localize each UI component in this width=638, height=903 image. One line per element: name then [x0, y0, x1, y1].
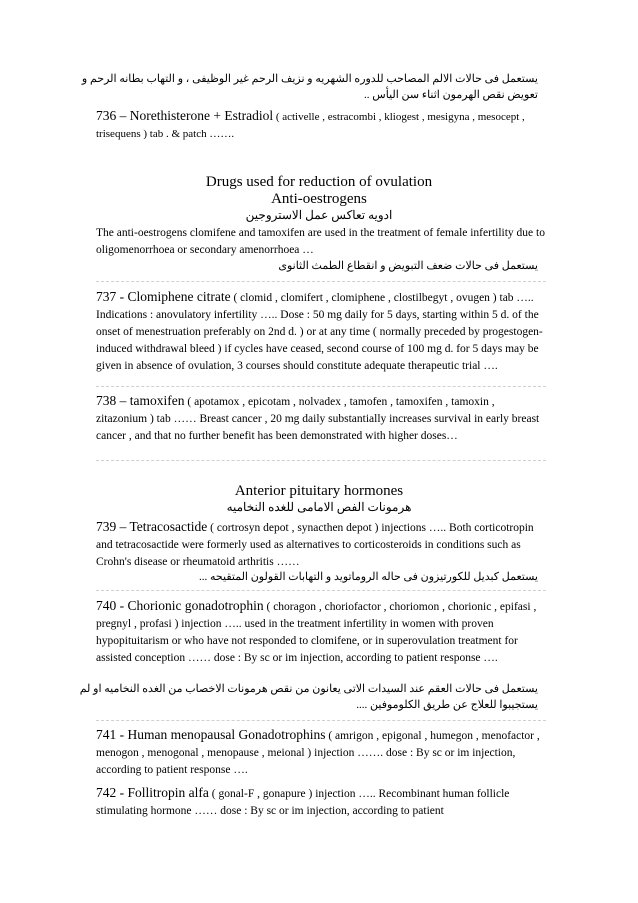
drug-740-arabic-line1: يستعمل فى حالات العقم عند السيدات الاتى يعانون من نقص هرمونات الاخصاب من الغده النخاميه او لم [79, 683, 538, 695]
divider [96, 720, 546, 721]
drug-body: ( clomid , clomifert , clomiphene , clostilbegyt , ovugen ) tab ….. Indications : anovulatory infertility ….. Dose : 50 mg daily for 5 days, starting within 5 d. of the onset of menestruation preferably on 2nd d. ) or at any time ( normally preceded by progestogen-induced withdrawal bleed ) if cycles have ceased, second course of 100 mg d. for 5 days may be given in absence of ovulation, 3 courses should constitute adequate therapeutic trial …. [96, 292, 543, 372]
drug-heading: 740 - Chorionic gonadotrophin [96, 598, 264, 613]
drug-739-arabic: يستعمل كبديل للكورتيزون فى حاله الروماتويد و التهابات القولون المتقيحه ... [199, 571, 538, 583]
drug-body: ( activelle , estracombi , kliogest , mesigyna , mesocept , trisequens ) tab . & patch ……. [96, 111, 525, 140]
section-arabic-intro: يستعمل فى حالات ضعف التبويض و انقطاع الطمث الثانوى [278, 260, 538, 272]
drug-heading: 739 – Tetracosactide [96, 519, 208, 534]
divider [96, 281, 546, 282]
drug-entry-736 [96, 107, 546, 143]
drug-entry-738 [96, 392, 546, 445]
drug-entry-737 [96, 288, 546, 375]
divider [96, 460, 546, 461]
drug-740-arabic-line2: يستجيبوا للعلاج عن طريق الكلوموفين .... [356, 699, 538, 711]
drug-heading: 742 - Follitropin alfa [96, 785, 209, 800]
section-title-ovulation: Drugs used for reduction of ovulation [205, 174, 433, 190]
drug-body: ( amrigon , epigonal , humegon , menofactor , menogon , menogonal , menopause , meional ) injection ……. dose : By sc or im injection, according to patient response …. [96, 730, 540, 776]
drug-entry-742 [96, 784, 546, 820]
drug-heading: 738 – tamoxifen [96, 393, 185, 408]
section-subtitle-anti-oestrogens: Anti-oestrogens [271, 191, 367, 207]
drug-body: ( apotamox , epicotam , nolvadex , tamofen , tamoxifen , tamoxin , zitazonium ) tab …… Breast cancer , 20 mg daily substantially increases survival in early breast cancer , and that no further benefit has been demonstrated with higher doses… [96, 396, 540, 442]
drug-body: ( gonal-F , gonapure ) injection ….. Recombinant human follicle stimulating hormone …… dose : By sc or im injection, according to patient [96, 788, 510, 817]
section-intro: The anti-oestrogens clomifene and tamoxifen are used in the treatment of female infertility due to oligomenorrhoea or secondary amenorrhoea … [96, 227, 545, 256]
arabic-intro-line2: تعويض نقص الهرمون اثناء سن اليأس .. [364, 89, 538, 101]
drug-entry-741 [96, 726, 546, 779]
drug-entry-740 [96, 597, 546, 667]
drug-body: ( cortrosyn depot , synacthen depot ) injections ….. Both corticotropin and tetracosactide were formerly used as alternatives to corticosteroids in conditions such as Crohn's disease or rheumatoid arthritis …… [96, 522, 534, 568]
section-arabic-title-pituitary: هرمونات الفص الامامى للغده النخاميه [226, 500, 412, 514]
drug-entry-739 [96, 518, 546, 571]
drug-heading: 736 – Norethisterone + Estradiol [96, 108, 274, 123]
divider [96, 386, 546, 387]
drug-heading: 741 - Human menopausal Gonadotrophins [96, 727, 326, 742]
section-arabic-title: ادويه تعاكس عمل الاستروجين [245, 208, 393, 222]
arabic-intro-line1: يستعمل فى حالات الالم المصاحب للدوره الشهريه و نزيف الرحم غير الوظيفى ، و التهاب بطانه الرحم و [81, 73, 538, 85]
divider [96, 590, 546, 591]
section-title-pituitary: Anterior pituitary hormones [234, 483, 404, 499]
drug-body: ( choragon , choriofactor , choriomon , chorionic , epifasi , pregnyl , profasi ) injection ….. used in the treatment infertility in women with proven hypopituitarism or who have not responded to clomifene, or in superovulation treatment for assisted conception …… dose : By sc or im injection, according to patient response …. [96, 601, 537, 664]
drug-heading: 737 - Clomiphene citrate [96, 289, 231, 304]
